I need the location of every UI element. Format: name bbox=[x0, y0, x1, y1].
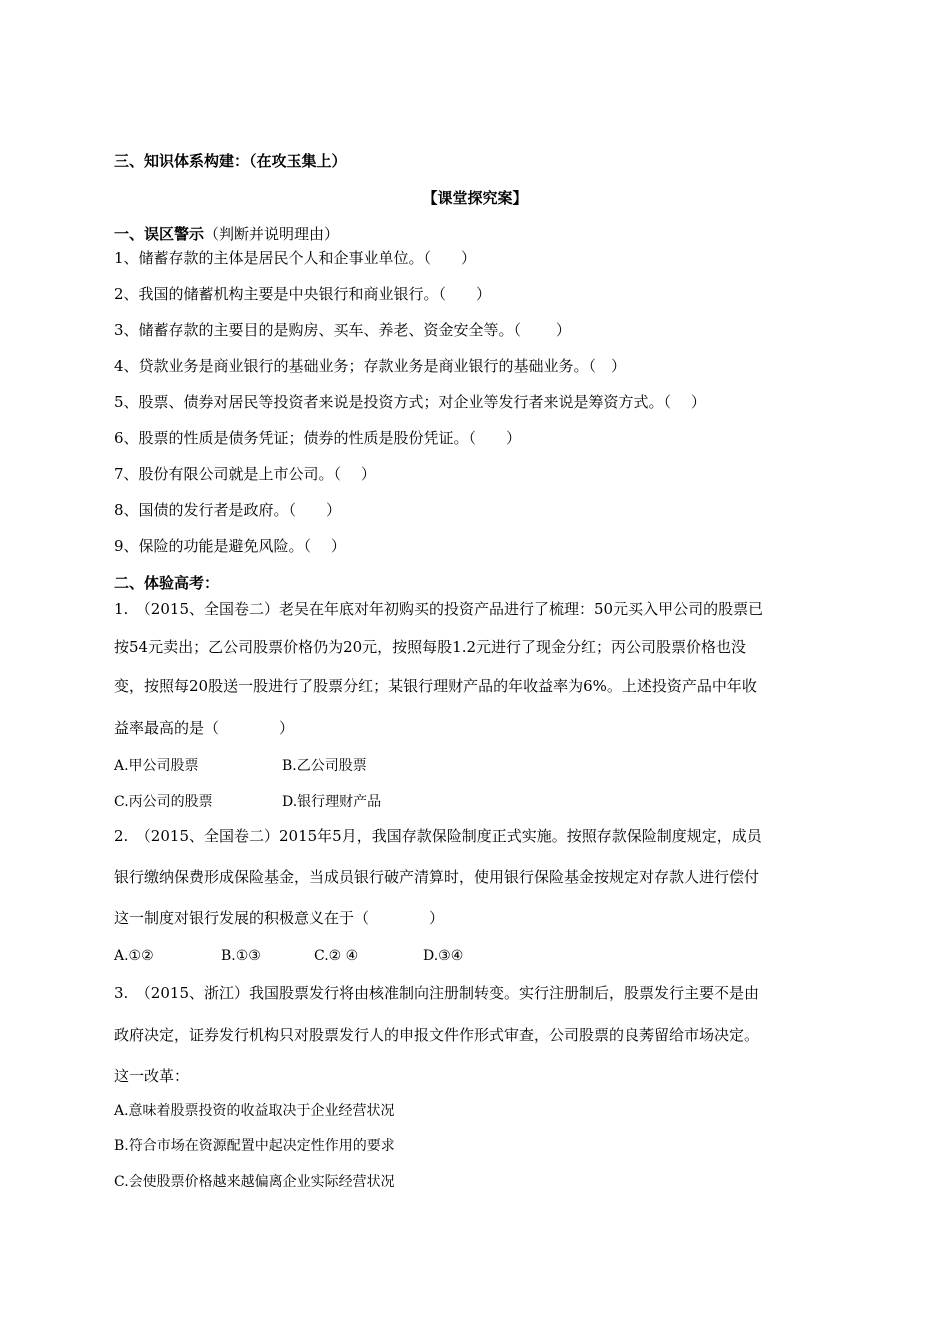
q1-option-a: A.甲公司股票 bbox=[114, 758, 199, 774]
q2-line: 2. （2015、全国卷二）2015年5月，我国存款保险制度正式实施。按照存款保险制度规定，成员 bbox=[114, 827, 762, 845]
q3-line: 3. （2015、浙江）我国股票发行将由核准制向注册制转变。实行注册制后，股票发行主要不是由 bbox=[114, 984, 759, 1002]
q3-line: 政府决定，证券发行机构只对股票发行人的申报文件作形式审查，公司股票的良莠留给市场决定。 bbox=[114, 1026, 760, 1044]
classroom-title: 【课堂探究案】 bbox=[422, 189, 528, 207]
misconception-item: 9、保险的功能是避免风险。（ ） bbox=[114, 537, 346, 555]
misconception-heading: 一、误区警示 bbox=[114, 225, 205, 243]
q2-option-b: B.①③ bbox=[221, 948, 261, 964]
q2-option-a: A.①② bbox=[114, 948, 154, 964]
misconception-heading-line bbox=[114, 224, 339, 244]
gaokao-heading: 二、体验高考： bbox=[114, 574, 220, 592]
q1-options-row bbox=[114, 756, 514, 776]
section3-heading: 三、知识体系构建：（在攻玉集上） bbox=[114, 152, 347, 170]
q1-option-b: B.乙公司股票 bbox=[282, 758, 367, 774]
q2-option-d: D.③④ bbox=[423, 948, 464, 964]
q3-option-a: A.意味着股票投资的收益取决于企业经营状况 bbox=[114, 1103, 395, 1119]
misconception-item: 8、国债的发行者是政府。（ ） bbox=[114, 501, 342, 519]
q1-line: 1. （2015、全国卷二）老吴在年底对年初购买的投资产品进行了梳理：50元买入甲公司的股票已 bbox=[114, 600, 764, 618]
q2-option-c: C.② ④ bbox=[314, 948, 359, 964]
q1-options-row bbox=[114, 792, 514, 812]
q2-line: 这一制度对银行发展的积极意义在于（ ） bbox=[114, 909, 445, 927]
q3-option-c: C.会使股票价格越来越偏离企业实际经营状况 bbox=[114, 1174, 395, 1190]
misconception-item: 2、我国的储蓄机构主要是中央银行和商业银行。（ ） bbox=[114, 285, 492, 303]
misconception-item: 6、股票的性质是债务凭证；债券的性质是股份凭证。（ ） bbox=[114, 429, 522, 447]
misconception-note: （判断并说明理由） bbox=[204, 225, 340, 243]
misconception-item: 5、股票、债券对居民等投资者来说是投资方式；对企业等发行者来说是筹资方式。（ ） bbox=[114, 393, 706, 411]
q1-line: 益率最高的是（ ） bbox=[114, 719, 295, 737]
q2-line: 银行缴纳保费形成保险基金，当成员银行破产清算时，使用银行保险基金按规定对存款人进行偿付 bbox=[114, 868, 760, 886]
q1-option-c: C.丙公司的股票 bbox=[114, 794, 213, 810]
q3-line: 这一改革： bbox=[114, 1067, 190, 1085]
q3-option-b: B.符合市场在资源配置中起决定性作用的要求 bbox=[114, 1138, 395, 1154]
misconception-item: 1、储蓄存款的主体是居民个人和企事业单位。（ ） bbox=[114, 249, 477, 267]
q1-option-d: D.银行理财产品 bbox=[282, 794, 382, 810]
q1-line: 变，按照每20股送一股进行了股票分红；某银行理财产品的年收益率为6%。上述投资产品中年收 bbox=[114, 677, 757, 695]
misconception-item: 7、股份有限公司就是上市公司。（ ） bbox=[114, 465, 376, 483]
misconception-item: 3、储蓄存款的主要目的是购房、买车、养老、资金安全等。（ ） bbox=[114, 321, 571, 339]
q1-line: 按54元卖出；乙公司股票价格仍为20元，按照每股1.2元进行了现金分红；丙公司股票价格也没 bbox=[114, 638, 747, 656]
misconception-item: 4、贷款业务是商业银行的基础业务；存款业务是商业银行的基础业务。（ ） bbox=[114, 357, 627, 375]
